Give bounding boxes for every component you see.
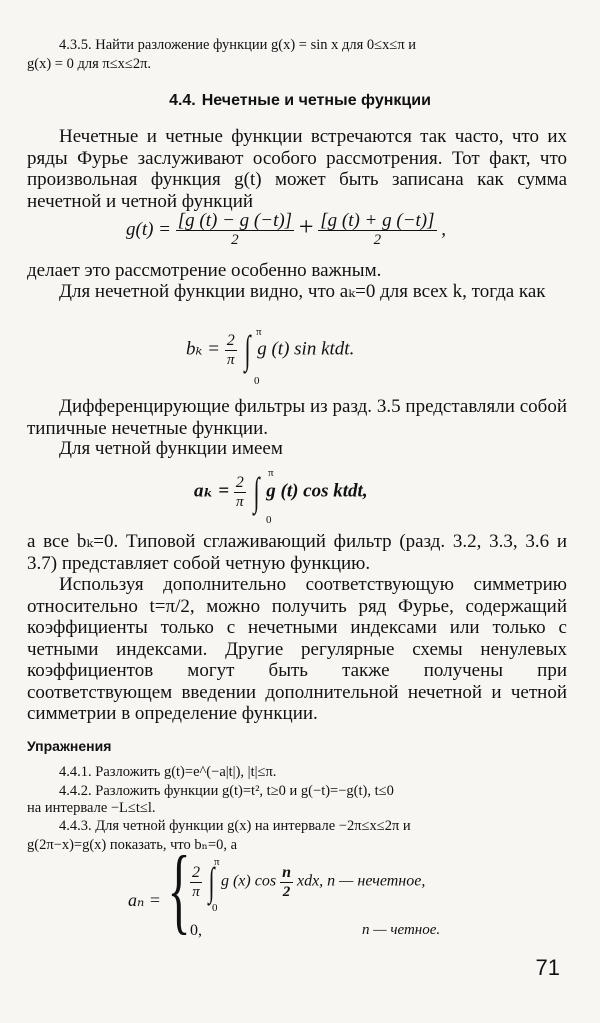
section-title: Нечетные и четные функции (201, 92, 431, 109)
section-number: 4.4. (169, 92, 196, 109)
fraction-denominator: π (236, 493, 244, 510)
fraction-denominator: 2 (282, 883, 291, 900)
page-number: 71 (535, 955, 560, 980)
prev-exercise-line2: g(x) = 0 для π≤x≤2π. (27, 56, 152, 72)
exercise-4-4-2-line1: 4.4.2. Разложить функции g(t)=t², t≥0 и g(−t)=−g(t), t≤0 (59, 783, 394, 799)
fraction-denominator: π (227, 351, 235, 368)
integral-lower-limit: 0 (212, 902, 218, 914)
formula-lhs: bₖ = (186, 338, 221, 360)
paragraph-3: Дифференцирующие фильтры из разд. 3.5 представляли собой типичные нечетные функции. (27, 396, 567, 439)
section-heading (0, 92, 600, 110)
integrand: g (t) sin ktdt. (257, 338, 355, 360)
fraction-n-over-2 (280, 864, 293, 901)
fraction-numerator: n (282, 863, 291, 881)
formula-lhs: aₖ = (194, 480, 230, 502)
cases-brace: { (167, 836, 191, 943)
integral-upper-limit: π (268, 467, 274, 479)
exercise-4-4-3-line1: 4.4.3. Для четной функции g(x) на интервале −2π≤x≤2π и (59, 818, 411, 834)
fraction-odd-part (176, 212, 294, 249)
fraction-numerator: 2 (226, 331, 235, 349)
fraction-numerator: 2 (235, 473, 244, 491)
paragraph-2: Для нечетной функции видно, что aₖ=0 для всех k, тогда как (59, 281, 546, 302)
formula-bk (186, 327, 355, 372)
formula-an-lhs: aₙ = (128, 890, 161, 910)
formula-an-case2-condition: n — четное. (362, 922, 441, 938)
formula-decomposition (126, 212, 446, 249)
integrand: g (t) cos ktdt, (266, 480, 368, 502)
fraction-two-over-pi (225, 332, 237, 369)
integral-sign: ∫ (208, 859, 215, 904)
integral-sign: ∫ (252, 469, 260, 514)
fraction-two-over-pi (234, 474, 246, 511)
exercise-4-4-2-line2: на интервале −L≤t≤l. (27, 800, 156, 816)
integrand-start: g (x) cos (220, 872, 277, 890)
integral-lower-limit: 0 (266, 514, 272, 526)
paragraph-1: Нечетные и четные функции встречаются так часто, что их ряды Фурье заслуживают особого рассмотрения. Тот факт, что произвольная функция g(t) может быть записана как сумма нечетной и четной функций (27, 126, 567, 212)
exercises-heading: Упражнения (27, 738, 112, 754)
plus-sign: + (298, 212, 314, 241)
prev-exercise-line1: 4.3.5. Найти разложение функции g(x) = sin x для 0≤x≤π и (59, 37, 417, 53)
integrand-end: xdx, n — нечетное, (296, 872, 426, 890)
fraction-numerator: [g (t) − g (−t)] (177, 210, 293, 232)
integral-upper-limit: π (214, 856, 220, 868)
paragraph-5: а все bₖ=0. Типовой сглаживающий фильтр (разд. 3.2, 3.3, 3.6 и 3.7) представляет собой четную функцию. (27, 531, 567, 574)
fraction-two-over-pi (190, 864, 202, 901)
fraction-denominator: 2 (373, 232, 382, 249)
fraction-numerator: 2 (192, 863, 200, 881)
integral-upper-limit: π (256, 326, 262, 338)
paragraph-1-end: делает это рассмотрение особенно важным. (27, 260, 382, 281)
exercise-4-4-1: 4.4.1. Разложить g(t)=e^(−a|t|), |t|≤π. (59, 764, 277, 780)
paragraph-4: Для четной функции имеем (59, 438, 283, 459)
fraction-denominator: π (192, 883, 200, 900)
formula-an-case1 (190, 859, 426, 904)
fraction-denominator: 2 (231, 232, 239, 249)
formula-lhs: g(t) = (126, 219, 172, 240)
fraction-even-part (318, 212, 436, 249)
fraction-numerator: [g (t) + g (−t)] (320, 210, 435, 232)
exercise-4-4-3-line2: g(2π−x)=g(x) показать, что bₙ=0, а (27, 837, 238, 853)
formula-an-case2-value: 0, (190, 922, 202, 939)
integral-sign: ∫ (243, 327, 251, 372)
formula-comma: , (441, 219, 447, 240)
integral-lower-limit: 0 (254, 375, 260, 387)
paragraph-6: Используя дополнительно соответствующую симметрию относительно t=π/2, можно получить ряд Фурье, содержащий коэффициенты только с нечетными индексами или только с четными индексами. Другие регулярные схемы ненулевых коэффициентов могут быть также получены при соответствующем введении дополнительной нечетной и четной симметрии в определение функции. (27, 574, 567, 724)
formula-ak (194, 469, 368, 514)
